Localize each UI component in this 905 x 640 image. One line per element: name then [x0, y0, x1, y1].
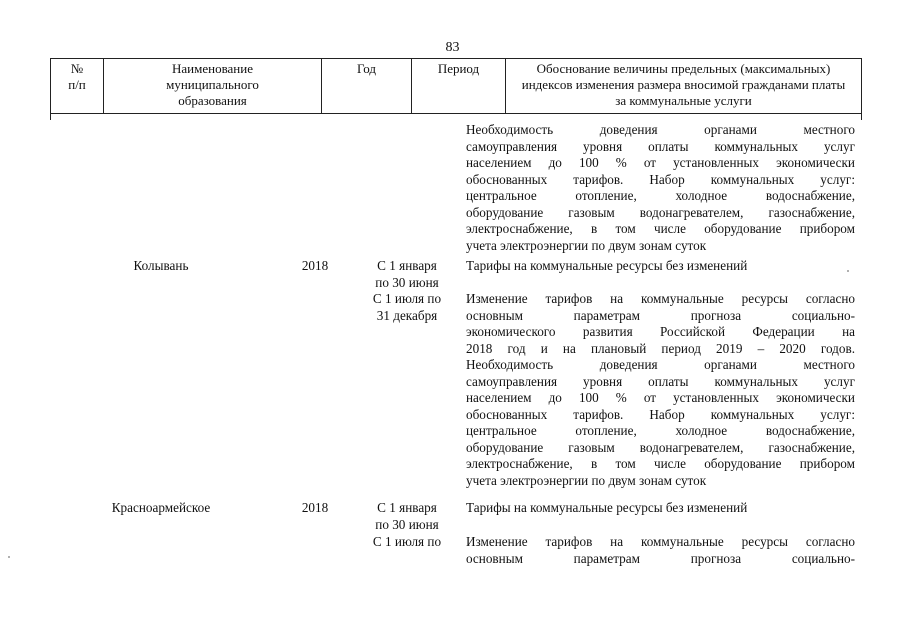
period-first-half: [360, 500, 454, 533]
year-cell: 2018: [301, 258, 329, 273]
reason-text-block: [466, 534, 855, 567]
period-line: С 1 января: [377, 258, 437, 273]
header-municipality-column: [103, 59, 321, 113]
column-divider: [50, 114, 51, 120]
scan-speck: [8, 556, 10, 558]
period-second-half: [360, 534, 454, 551]
scan-speck: [847, 270, 849, 272]
text-line: Изменение тарифов на коммунальные ресурсы согласно: [466, 291, 855, 306]
header-number-line: п/п: [68, 77, 86, 92]
header-reason-line: Обоснование величины предельных (максимальных): [536, 61, 831, 76]
text-line: экономического развития Российской Федерации на: [466, 324, 855, 339]
header-reason-column: [505, 59, 861, 113]
text-line: самоуправления уровня оплаты коммунальных услуг: [466, 138, 855, 154]
period-second-half: [360, 291, 454, 324]
header-period-column: [411, 59, 505, 113]
header-municipality-line: муниципального: [166, 77, 259, 92]
text-line: центральное отопление, холодное водоснабжение,: [466, 423, 855, 438]
text-line: основным параметрам прогноза социально-: [466, 307, 855, 323]
period-line: по 30 июня: [375, 274, 439, 290]
reason-no-change: Тарифы на коммунальные ресурсы без изменений: [466, 500, 748, 515]
text-line: центральное отопление, холодное водоснабжение,: [466, 188, 855, 203]
header-municipality-line: образования: [178, 93, 247, 108]
year-cell: 2018: [301, 500, 329, 515]
page-number: 83: [445, 40, 460, 55]
reason-no-change: Тарифы на коммунальные ресурсы без изменений: [466, 258, 748, 273]
municipality-name: Колывань: [133, 258, 189, 273]
header-year-column: [321, 59, 411, 113]
text-line: Необходимость доведения органами местного: [466, 122, 855, 137]
text-line: электроснабжение, в том числе оборудование прибором: [466, 221, 855, 236]
header-reason-line: индексов изменения размера вносимой гражданами платы: [521, 77, 846, 92]
header-number-column: [51, 59, 103, 113]
period-first-half: [360, 258, 454, 291]
text-line: оборудование газовым водонагревателем, газоснабжение,: [466, 439, 855, 455]
period-line: 31 декабря: [376, 307, 438, 323]
header-year-label: Год: [356, 61, 377, 76]
text-line: Необходимость доведения органами местного: [466, 357, 855, 372]
text-line: 2018 год и на плановый период 2019 – 2020 годов.: [466, 340, 855, 356]
text-line: самоуправления уровня оплаты коммунальных услуг: [466, 373, 855, 389]
text-line: электроснабжение, в том числе оборудование прибором: [466, 456, 855, 471]
header-reason-line: за коммунальные услуги: [615, 93, 752, 108]
text-line: Изменение тарифов на коммунальные ресурсы согласно: [466, 534, 855, 549]
municipality-name: Красноармейское: [111, 500, 211, 515]
text-line: учета электроэнергии по двум зонам суток: [466, 237, 707, 253]
reason-text-block: [466, 291, 855, 489]
text-line: учета электроэнергии по двум зонам суток: [466, 472, 707, 488]
text-line: обоснованных тарифов. Набор коммунальных услуг:: [466, 171, 855, 187]
text-line: населением до 100 % от установленных экономически: [466, 155, 855, 170]
table-header: [50, 58, 862, 114]
text-line: оборудование газовым водонагревателем, газоснабжение,: [466, 204, 855, 220]
column-divider: [861, 114, 862, 120]
header-period-label: Период: [437, 61, 480, 76]
period-line: по 30 июня: [375, 516, 439, 532]
period-line: С 1 июля по: [372, 291, 442, 306]
reason-text-block: [466, 122, 855, 254]
period-line: С 1 января: [377, 500, 437, 515]
text-line: населением до 100 % от установленных экономически: [466, 390, 855, 405]
text-line: основным параметрам прогноза социально-: [466, 550, 855, 566]
header-number-line: №: [70, 61, 84, 76]
header-municipality-line: Наименование: [172, 61, 253, 76]
text-line: обоснованных тарифов. Набор коммунальных услуг:: [466, 406, 855, 422]
period-line: С 1 июля по: [372, 534, 442, 549]
